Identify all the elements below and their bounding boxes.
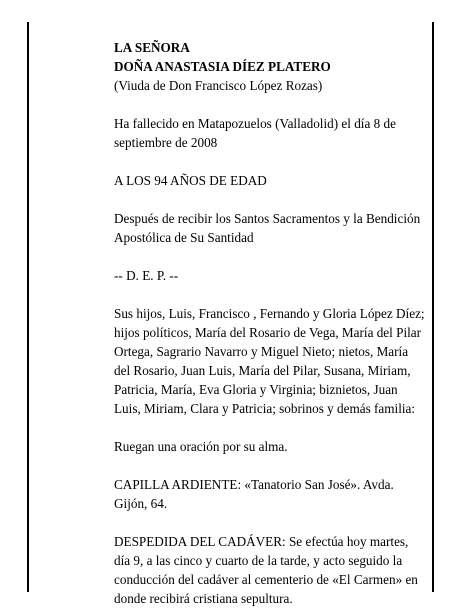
left-border-line [27,22,29,592]
age-statement: A LOS 94 AÑOS DE EDAD [114,173,267,188]
deceased-name: DOÑA ANASTASIA DÍEZ PLATERO [114,59,331,74]
sacraments-statement: Después de recibir los Santos Sacramentos y la Bendición Apostólica de Su Santidad [114,211,421,245]
prayer-request: Ruegan una oración por su alma. [114,439,288,454]
family-list: Sus hijos, Luis, Francisco , Fernando y Gloria López Díez; hijos políticos, María del Rosario de Vega, María del Pilar Ortega, Sagrario Navarro y Miguel Nieto; nietos, María del Rosario, Juan Luis, María del Pilar, Susana, Miriam, Patricia, María, Eva Gloria y Virginia; biznietos, Juan Luis, Miriam, Clara y Patricia; sobrinos y demás familia: [114,306,425,416]
right-border-line [432,22,434,592]
obituary-notice [114,38,426,608]
title-line-1: LA SEÑORA [114,40,190,55]
death-statement: Ha fallecido en Matapozuelos (Valladolid) el día 8 de septiembre de 2008 [114,116,396,150]
chapel-info: CAPILLA ARDIENTE: «Tanatorio San José». Avda. Gijón, 64. [114,477,394,511]
farewell-info: DESPEDIDA DEL CADÁVER: Se efectúa hoy martes, día 9, a las cinco y cuarto de la tarde, y acto seguido la conducción del cadáver al cementerio de «El Carmen» en donde recibirá cristiana sepultura. [114,534,418,606]
widow-note: (Viuda de Don Francisco López Rozas) [114,78,323,93]
rip-line: -- D. E. P. -- [114,268,179,283]
